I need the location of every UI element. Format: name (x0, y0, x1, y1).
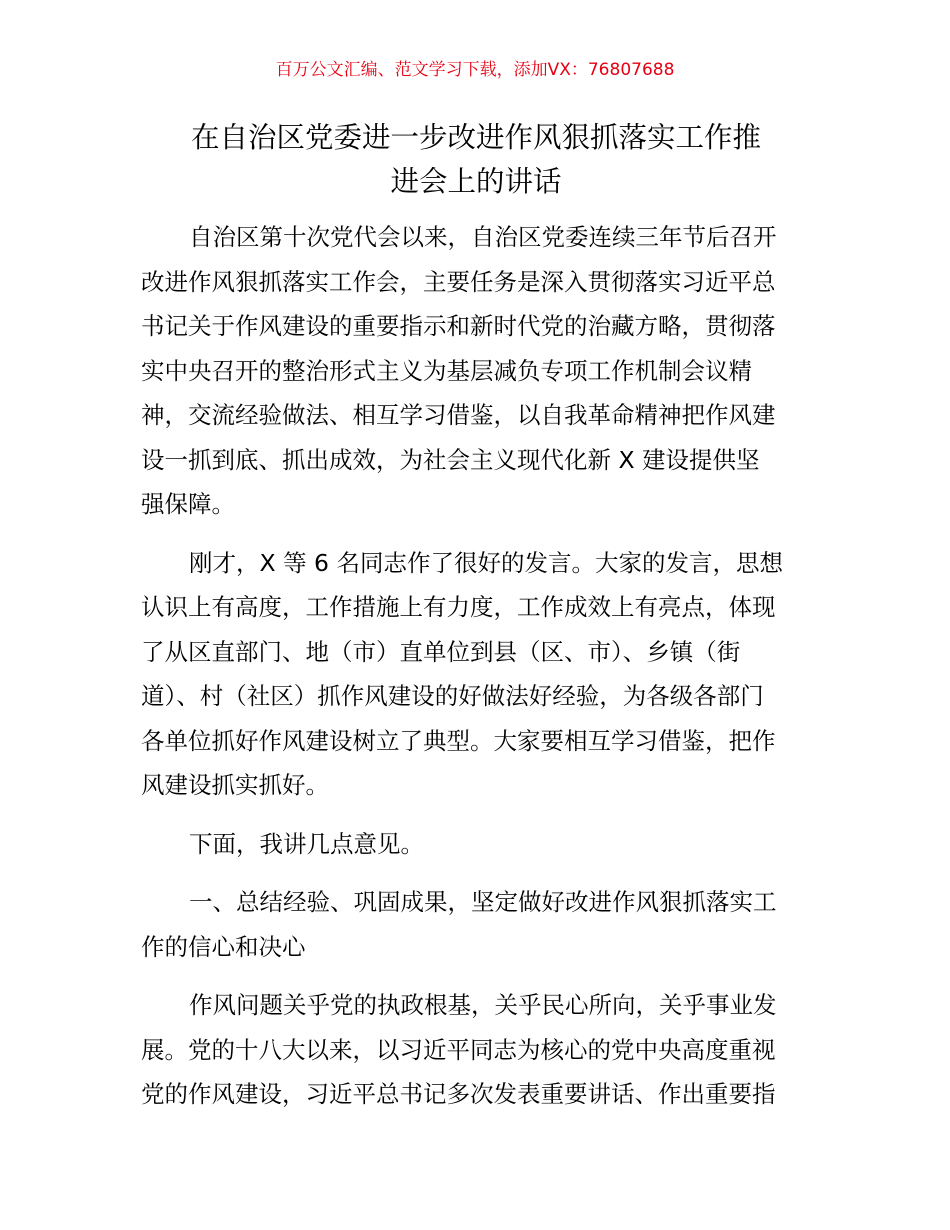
header-watermark-note: 百万公文汇编、范文学习下载，添加VX：76807688 (275, 60, 675, 80)
paragraph-line: 设一抓到底、抓出成效，为社会主义现代化新 X 建设提供坚 (141, 445, 760, 474)
paragraph-line: 展。党的十八大以来，以习近平同志为核心的党中央高度重视 (141, 1035, 776, 1064)
document-body (141, 215, 813, 1131)
paragraph-line: 认识上有高度，工作措施上有力度，工作成效上有亮点，体现 (141, 593, 776, 621)
paragraph-line: 了从区直部门、地（市）直单位到县（区、市）、乡镇（街 (141, 637, 741, 666)
paragraph-line: 书记关于作风建设的重要指示和新时代党的治藏方略，贯彻落 (141, 312, 776, 340)
paragraph-line: 党的作风建设，习近平总书记多次发表重要讲话、作出重要指 (141, 1080, 776, 1108)
paragraph-line: 神，交流经验做法、相互学习借鉴，以自我革命精神把作风建 (141, 401, 776, 429)
paragraph-speeches (141, 541, 813, 808)
section-heading-1 (141, 880, 813, 969)
title-line: 在自治区党委进一步改进作风狠抓落实工作推 (190, 121, 761, 154)
paragraph-line: 各单位抓好作风建设树立了典型。大家要相互学习借鉴，把作 (141, 726, 776, 755)
document-title (140, 116, 812, 204)
paragraph-line: 强保障。 (141, 490, 235, 518)
paragraph-line: 作风问题关乎党的执政根基，关乎民心所向，关乎事业发 (189, 991, 777, 1019)
title-line: 进会上的讲话 (390, 165, 562, 198)
paragraph-section-1-body (141, 983, 813, 1117)
paragraph-line: 刚才，X 等 6 名同志作了很好的发言。大家的发言，思想 (189, 548, 783, 577)
paragraph-line: 自治区第十次党代会以来，自治区党委连续三年节后召开 (189, 223, 777, 251)
paragraph-line: 实中央召开的整治形式主义为基层减负专项工作机制会议精 (141, 356, 752, 385)
paragraph-line: 下面，我讲几点意见。 (189, 829, 424, 858)
paragraph-transition (141, 822, 813, 867)
paragraph-line: 作的信心和决心 (141, 932, 306, 961)
paragraph-line: 改进作风狠抓落实工作会，主要任务是深入贯彻落实习近平总 (141, 267, 776, 296)
paragraph-line: 道）、村（社区）抓作风建设的好做法好经验，为各级各部门 (141, 682, 764, 710)
paragraph-line: 风建设抓实抓好。 (141, 771, 329, 799)
paragraph-intro (141, 215, 813, 527)
paragraph-line: 一、总结经验、巩固成果，坚定做好改进作风狠抓落实工 (189, 888, 777, 916)
